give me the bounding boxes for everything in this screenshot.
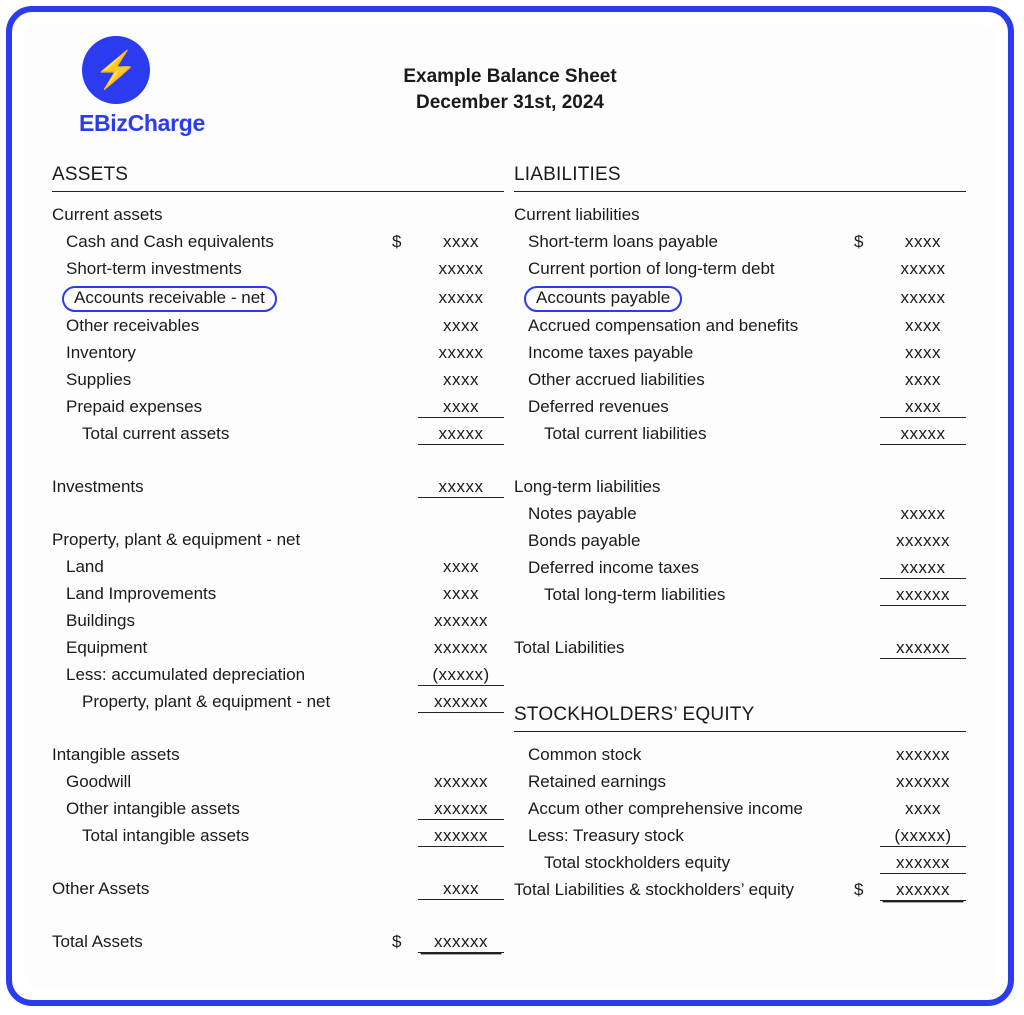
row-ppe-net: Property, plant & equipment - net xxxxxx <box>52 692 504 719</box>
row-land-improvements: Land Improvements xxxx <box>66 584 479 603</box>
row-retained-earnings: Retained earnings xxxxxx <box>528 772 950 791</box>
liabilities-column <box>514 164 966 907</box>
current-assets-group <box>52 205 504 451</box>
equity-group <box>514 745 966 907</box>
document-title: Example Balance Sheet <box>403 66 617 87</box>
current-assets-heading: Current assets <box>52 205 163 224</box>
row-other-intangible-assets: Other intangible assets xxxxxx <box>52 799 504 826</box>
balance-sheet <box>24 24 996 988</box>
row-notes-payable: Notes payable xxxxx <box>528 504 946 523</box>
divider-space <box>514 612 966 638</box>
divider-space <box>52 451 504 477</box>
equity-heading: STOCKHOLDERS’ EQUITY <box>514 704 966 732</box>
row-deferred-income-taxes: Deferred income taxes xxxxx <box>514 558 966 585</box>
row-total-intangible-assets: Total intangible assets xxxxxx <box>52 826 504 853</box>
assets-column <box>52 164 504 959</box>
current-liabilities-group <box>514 205 966 451</box>
row-other-assets: Other Assets xxxx <box>52 879 504 906</box>
row-current-portion-long-term-debt: Current portion of long-term debt xxxxx <box>528 259 946 278</box>
row-income-taxes-payable: Income taxes payable xxxx <box>528 343 941 362</box>
divider-space <box>52 504 504 530</box>
row-total-current-assets: Total current assets xxxxx <box>52 424 504 451</box>
row-total-stockholders-equity: Total stockholders equity xxxxxx <box>514 853 966 880</box>
row-inventory: Inventory xxxxx <box>66 343 484 362</box>
row-total-liabilities-and-equity: Total Liabilities & stockholders’ equity $ xxxxxx <box>514 880 966 907</box>
lightning-bolt-icon: ⚡ <box>82 36 150 104</box>
row-other-receivables: Other receivables xxxx <box>66 316 479 335</box>
row-goodwill: Goodwill xxxxxx <box>66 772 488 791</box>
row-deferred-revenues: Deferred revenues xxxx <box>514 397 966 424</box>
divider-space <box>514 665 966 691</box>
long-term-liabilities-group <box>514 477 966 612</box>
document-date: December 31st, 2024 <box>415 91 604 113</box>
liabilities-heading: LIABILITIES <box>514 164 966 192</box>
intangible-assets-group <box>52 745 504 853</box>
row-total-liabilities: Total Liabilities xxxxxx <box>514 638 966 665</box>
ppe-heading: Property, plant & equipment - net <box>52 530 301 549</box>
row-accounts-payable[interactable]: Accounts payable xxxxx <box>514 286 966 316</box>
row-supplies: Supplies xxxx <box>66 370 479 389</box>
row-prepaid-expenses: Prepaid expenses xxxx <box>52 397 504 424</box>
brand-name: EBizCharge <box>78 110 206 136</box>
row-accounts-receivable-net[interactable]: Accounts receivable - net xxxxx <box>52 286 504 316</box>
divider-space <box>514 451 966 477</box>
row-short-term-loans-payable: Short-term loans payable $ xxxx <box>528 232 941 251</box>
row-short-term-investments: Short-term investments xxxxx <box>66 259 484 278</box>
row-buildings: Buildings xxxxxx <box>66 611 488 630</box>
row-accrued-compensation: Accrued compensation and benefits xxxx <box>528 316 941 335</box>
row-bonds-payable: Bonds payable xxxxxx <box>528 531 950 550</box>
divider-space <box>514 691 966 704</box>
row-other-accrued-liabilities: Other accrued liabilities xxxx <box>528 370 941 389</box>
row-total-long-term-liabilities: Total long-term liabilities xxxxxx <box>514 585 966 612</box>
document-border <box>6 6 1014 1006</box>
long-term-liabilities-heading: Long-term liabilities <box>514 477 661 496</box>
row-total-assets: Total Assets $ xxxxxx <box>52 932 504 959</box>
row-investments: Investments xxxxx <box>52 477 504 504</box>
page-title <box>24 64 996 115</box>
assets-heading: ASSETS <box>52 164 504 192</box>
row-accum-other-comprehensive-income: Accum other comprehensive income xxxx <box>528 799 941 818</box>
row-total-current-liabilities: Total current liabilities xxxxx <box>514 424 966 451</box>
row-cash: Cash and Cash equivalents $ xxxx <box>66 232 479 251</box>
divider-space <box>52 853 504 879</box>
row-equipment: Equipment xxxxxx <box>66 638 488 657</box>
intangible-assets-heading: Intangible assets <box>52 745 180 764</box>
ppe-group <box>52 530 504 719</box>
row-land: Land xxxx <box>66 557 479 576</box>
row-accumulated-depreciation: Less: accumulated depreciation (xxxxx) <box>52 665 504 692</box>
divider-space <box>52 906 504 932</box>
divider-space <box>52 719 504 745</box>
row-common-stock: Common stock xxxxxx <box>528 745 950 764</box>
current-liabilities-heading: Current liabilities <box>514 205 640 224</box>
accounts-receivable-highlight: Accounts receivable - net <box>62 286 277 312</box>
accounts-payable-highlight: Accounts payable <box>524 286 682 312</box>
row-less-treasury-stock: Less: Treasury stock (xxxxx) <box>514 826 966 853</box>
